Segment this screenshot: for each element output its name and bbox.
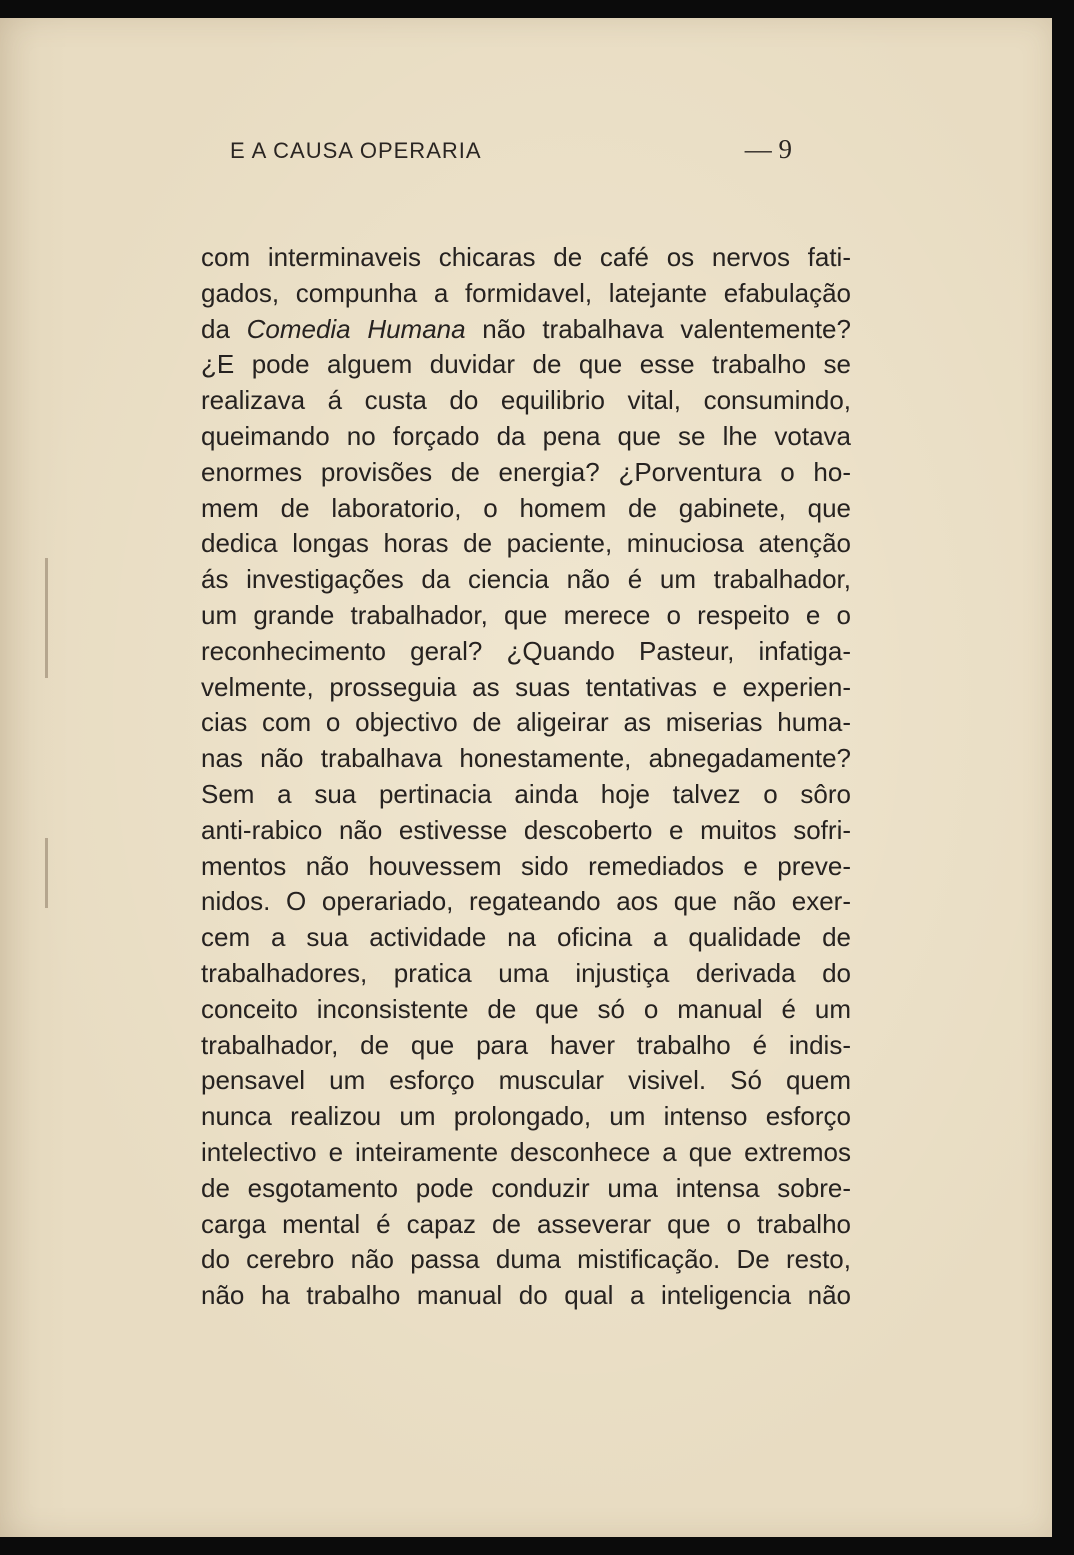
gutter-stain — [45, 838, 48, 908]
text-line: intelectivo e inteiramente desconhece a que extremos — [201, 1136, 851, 1167]
text-line: mentos não houvessem sido remediados e preve- — [201, 850, 851, 881]
text-line: nunca realizou um prolongado, um intenso esforço — [201, 1101, 851, 1132]
text-line: ¿E pode alguem duvidar de que esse trabalho se — [201, 349, 851, 380]
text-line: realizava á custa do equilibrio vital, consumindo, — [201, 385, 851, 416]
text-line: trabalhadores, pratica uma injustiça derivada do — [201, 957, 851, 988]
text-line: anti-rabico não estivesse descoberto e muitos sofri- — [201, 814, 851, 845]
text-line: nas não trabalhava honestamente, abnegadamente? — [201, 743, 851, 774]
text-line-with-title — [201, 312, 851, 348]
running-head: E A CAUSA OPERARIA — [230, 138, 482, 163]
text-line: ás investigações da ciencia não é um trabalhador, — [201, 564, 851, 595]
text-line: Sem a sua pertinacia ainda hoje talvez o sôro — [201, 778, 851, 809]
text-line: pensavel um esforço muscular visivel. Só quem — [201, 1065, 851, 1096]
text-line: gados, compunha a formidavel, latejante efabulação — [201, 277, 851, 308]
body-text — [201, 240, 851, 1314]
text-line: reconhecimento geral? ¿Quando Pasteur, infatiga- — [201, 635, 851, 666]
book-title: Comedia Humana — [246, 313, 466, 344]
text-line: de esgotamento pode conduzir uma intensa sobre- — [201, 1172, 851, 1203]
text-line: não ha trabalho manual do qual a inteligencia não — [201, 1280, 851, 1311]
text-segment: não trabalhava valentemente? — [465, 313, 851, 344]
text-line: um grande trabalhador, que merece o respeito e o — [201, 599, 851, 630]
text-line: cem a sua actividade na oficina a qualidade de — [201, 922, 851, 953]
text-line: dedica longas horas de paciente, minuciosa atenção — [201, 528, 851, 559]
page-header — [230, 130, 792, 170]
text-line: velmente, prosseguia as suas tentativas e experien- — [201, 671, 851, 702]
text-line: enormes provisões de energia? ¿Porventura o ho- — [201, 456, 851, 487]
gutter-stain — [45, 558, 48, 678]
text-line: com interminaveis chicaras de café os nervos fati- — [201, 242, 851, 272]
page-number: — 9 — [744, 134, 792, 164]
text-line: conceito inconsistente de que só o manual é um — [201, 993, 851, 1024]
text-line: queimando no forçado da pena que se lhe votava — [201, 420, 851, 451]
text-line: carga mental é capaz de asseverar que o trabalho — [201, 1208, 851, 1239]
text-line: do cerebro não passa duma mistificação. De resto, — [201, 1244, 851, 1275]
text-line: nidos. O operariado, regateando aos que não exer- — [201, 886, 851, 917]
text-line: trabalhador, de que para haver trabalho é indis- — [201, 1029, 851, 1060]
text-segment: da — [201, 313, 247, 344]
text-line: cias com o objectivo de aligeirar as miserias huma- — [201, 707, 851, 738]
text-line: mem de laboratorio, o homem de gabinete, que — [201, 492, 851, 523]
